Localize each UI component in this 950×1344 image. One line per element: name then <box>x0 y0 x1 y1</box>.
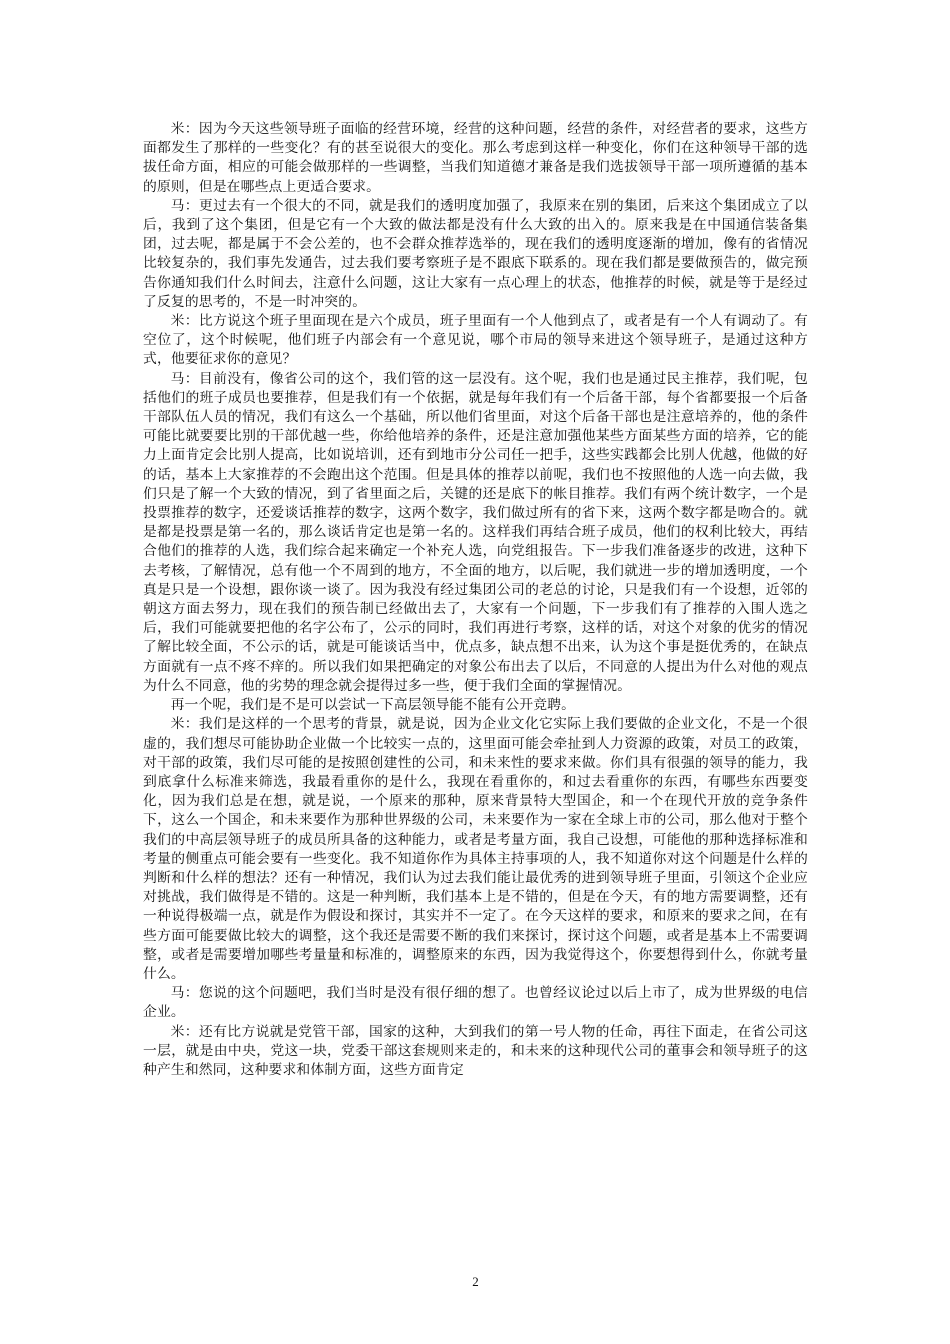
paragraph: 马：目前没有，像省公司的这个，我们管的这一层没有。这个呢，我们也是通过民主推荐，我们呢，包括他们的班子成员也要推荐，但是我们有一个依据，就是每年我们有一个后备干部，每个省都要报一个后备干部队伍人员的情况，我们有这么一个基础，所以他们省里面，对这个后备干部也是注意培养的，他的条件可能比就要要比别的干部优越一些，你给他培养的条件，还是注意加强他某些方面某些方面的培养，它的能力上面肯定会比别人提高，比如说培训，还有到地市分公司任一把手，这些实践都会比别人优越，他做的好的话，基本上大家推荐的不会跑出这个范围。但是具体的推荐以前呢，我们也不按照他的人选一向去做，我们只是了解一个大致的情况，到了省里面之后，关键的还是底下的帐目推荐。我们有两个统计数字，一个是投票推荐的数字，还爱谈话推荐的数字，这两个数字，我们做过所有的省下来，这两个数字都是吻合的。就是都是投票是第一名的，那么谈话肯定也是第一名的。这样我们再结合班子成员，他们的权利比较大，再结合他们的推荐的人选，我们综合起来确定一个补充人选，向党组报告。下一步我们准备逐步的改进，这种下去考核，了解情况，总有他一个不周到的地方，不全面的地方，以后呢，我们就进一步的增加透明度，一个真是只是一个设想，跟你谈一谈了。因为我没有经过集团公司的老总的讨论，只是我们有一个设想，近邻的朝这方面去努力，现在我们的预告制已经做出去了，大家有一个问题，下一步我们有了推荐的入围人选之后，我们可能就要把他的名字公布了，公示的同时，我们再进行考察，这样的话，对这个对象的优劣的情况了解比较全面，不公示的话，就是可能谈话当中，优点多，缺点想不出来，认为这个事是挺优秀的，在缺点方面就有一点不疼不痒的。所以我们如果把确定的对象公布出去了以后，不同意的人提出为什么对他的观点为什么不同意，他的劣势的理念就会提得过多一些，便于我们全面的掌握情况。 <box>143 370 808 694</box>
paragraph: 米：还有比方说就是党管干部，国家的这种，大到我们的第一号人物的任命，再往下面走，在省公司这一层，就是由中央，党这一块，党委干部这套规则来走的，和未来的这种现代公司的董事会和领导班子的这种产生和然同，这种要求和体制方面，这些方面肯定 <box>143 1023 808 1078</box>
paragraph: 再一个呢，我们是不是可以尝试一下高层领导能不能有公开竞聘。 <box>170 697 576 714</box>
paragraph: 米：我们是这样的一个思考的背景，就是说，因为企业文化它实际上我们要做的企业文化，不是一个很虚的，我们想尽可能协助企业做一个比较实一点的，这里面可能会牵扯到人力资源的政策，对员工的政策，对干部的政策，我们尽可能的是按照创建性的公司，和未来性的要求来做。你们具有很强的领导的能力，我到底拿什么标准来筛选，我最看重你的是什么，我现在看重你的，和过去看重你的东西，有哪些东西要变化，因为我们总是在想，就是说，一个原来的那种，原来背景特大型国企，和一个在现代开放的竞争条件下，这么一个国企，和未来要作为那种世界级的公司，未来要作为一家在全球上市的公司，那么他对于整个我们的中高层领导班子的成员所具备的这种能力，或者是考量方面，我自己设想，可能他的那种选择标准和考量的侧重点可能会要有一些变化。我不知道你作为具体主持事项的人，我不知道你对这个问题是什么样的判断和什么样的想法？还有一种情况，我们认为过去我们能让最优秀的进到领导班子里面，引领这个企业应对挑战，我们做得是不错的。这是一种判断，我们基本上是不错的，但是在今天，有的地方需要调整，还有一种说得极端一点，就是作为假设和探讨，其实并不一定了。在今天这样的要求，和原来的要求之间，在有些方面可能要做比较大的调整，这个我还是需要不断的我们来探讨，探讨这个问题，或者是基本上不需要调整，或者是需要增加哪些考量量和标准的，调整原来的东西，因为我觉得这个，你要想得到什么，你就考量什么。 <box>143 716 808 982</box>
paragraph: 米：因为今天这些领导班子面临的经营环境，经营的这种问题，经营的条件，对经营者的要求，这些方面都发生了那样的一些变化？有的甚至说很大的变化。那么考虑到这样一种变化，你们在这种领导干部的选拔任命方面，相应的可能会做那样的一些调整，当我们知道德才兼备是我们选拔领导干部一项所遵循的基本的原则，但是在哪些点上更适合要求。 <box>143 121 808 195</box>
document-page <box>143 0 808 1344</box>
page-number: 2 <box>472 1274 479 1289</box>
paragraph: 马：您说的这个问题吧，我们当时是没有很仔细的想了。也曾经议论过以后上市了，成为世界级的电信企业。 <box>143 985 808 1021</box>
paragraph: 马：更过去有一个很大的不同，就是我们的透明度加强了，我原来在别的集团，后来这个集团成立了以后，我到了这个集团，但是它有一个大致的做法都是没有什么大致的出入的。原来我是在中国通信装备集团，过去呢，都是属于不会公差的，也不会群众推荐选举的，现在我们的透明度逐渐的增加，像有的省情况比较复杂的，我们事先发通告，过去我们要考察班子是不跟底下联系的。现在我们都是要做预告的，做完预告你通知我们什么时间去，注意什么问题，这让大家有一点心理上的状态，他推荐的时候，就是等于是经过了反复的思考的，不是一时冲突的。 <box>143 197 808 310</box>
document-body <box>143 120 808 1080</box>
paragraph: 米：比方说这个班子里面现在是六个成员，班子里面有一个人他到点了，或者是有一个人有调动了。有空位了，这个时候呢，他们班子内部会有一个意见说，哪个市局的领导来进这个领导班子，是通过这种方式，他要征求你的意见？ <box>143 313 808 368</box>
